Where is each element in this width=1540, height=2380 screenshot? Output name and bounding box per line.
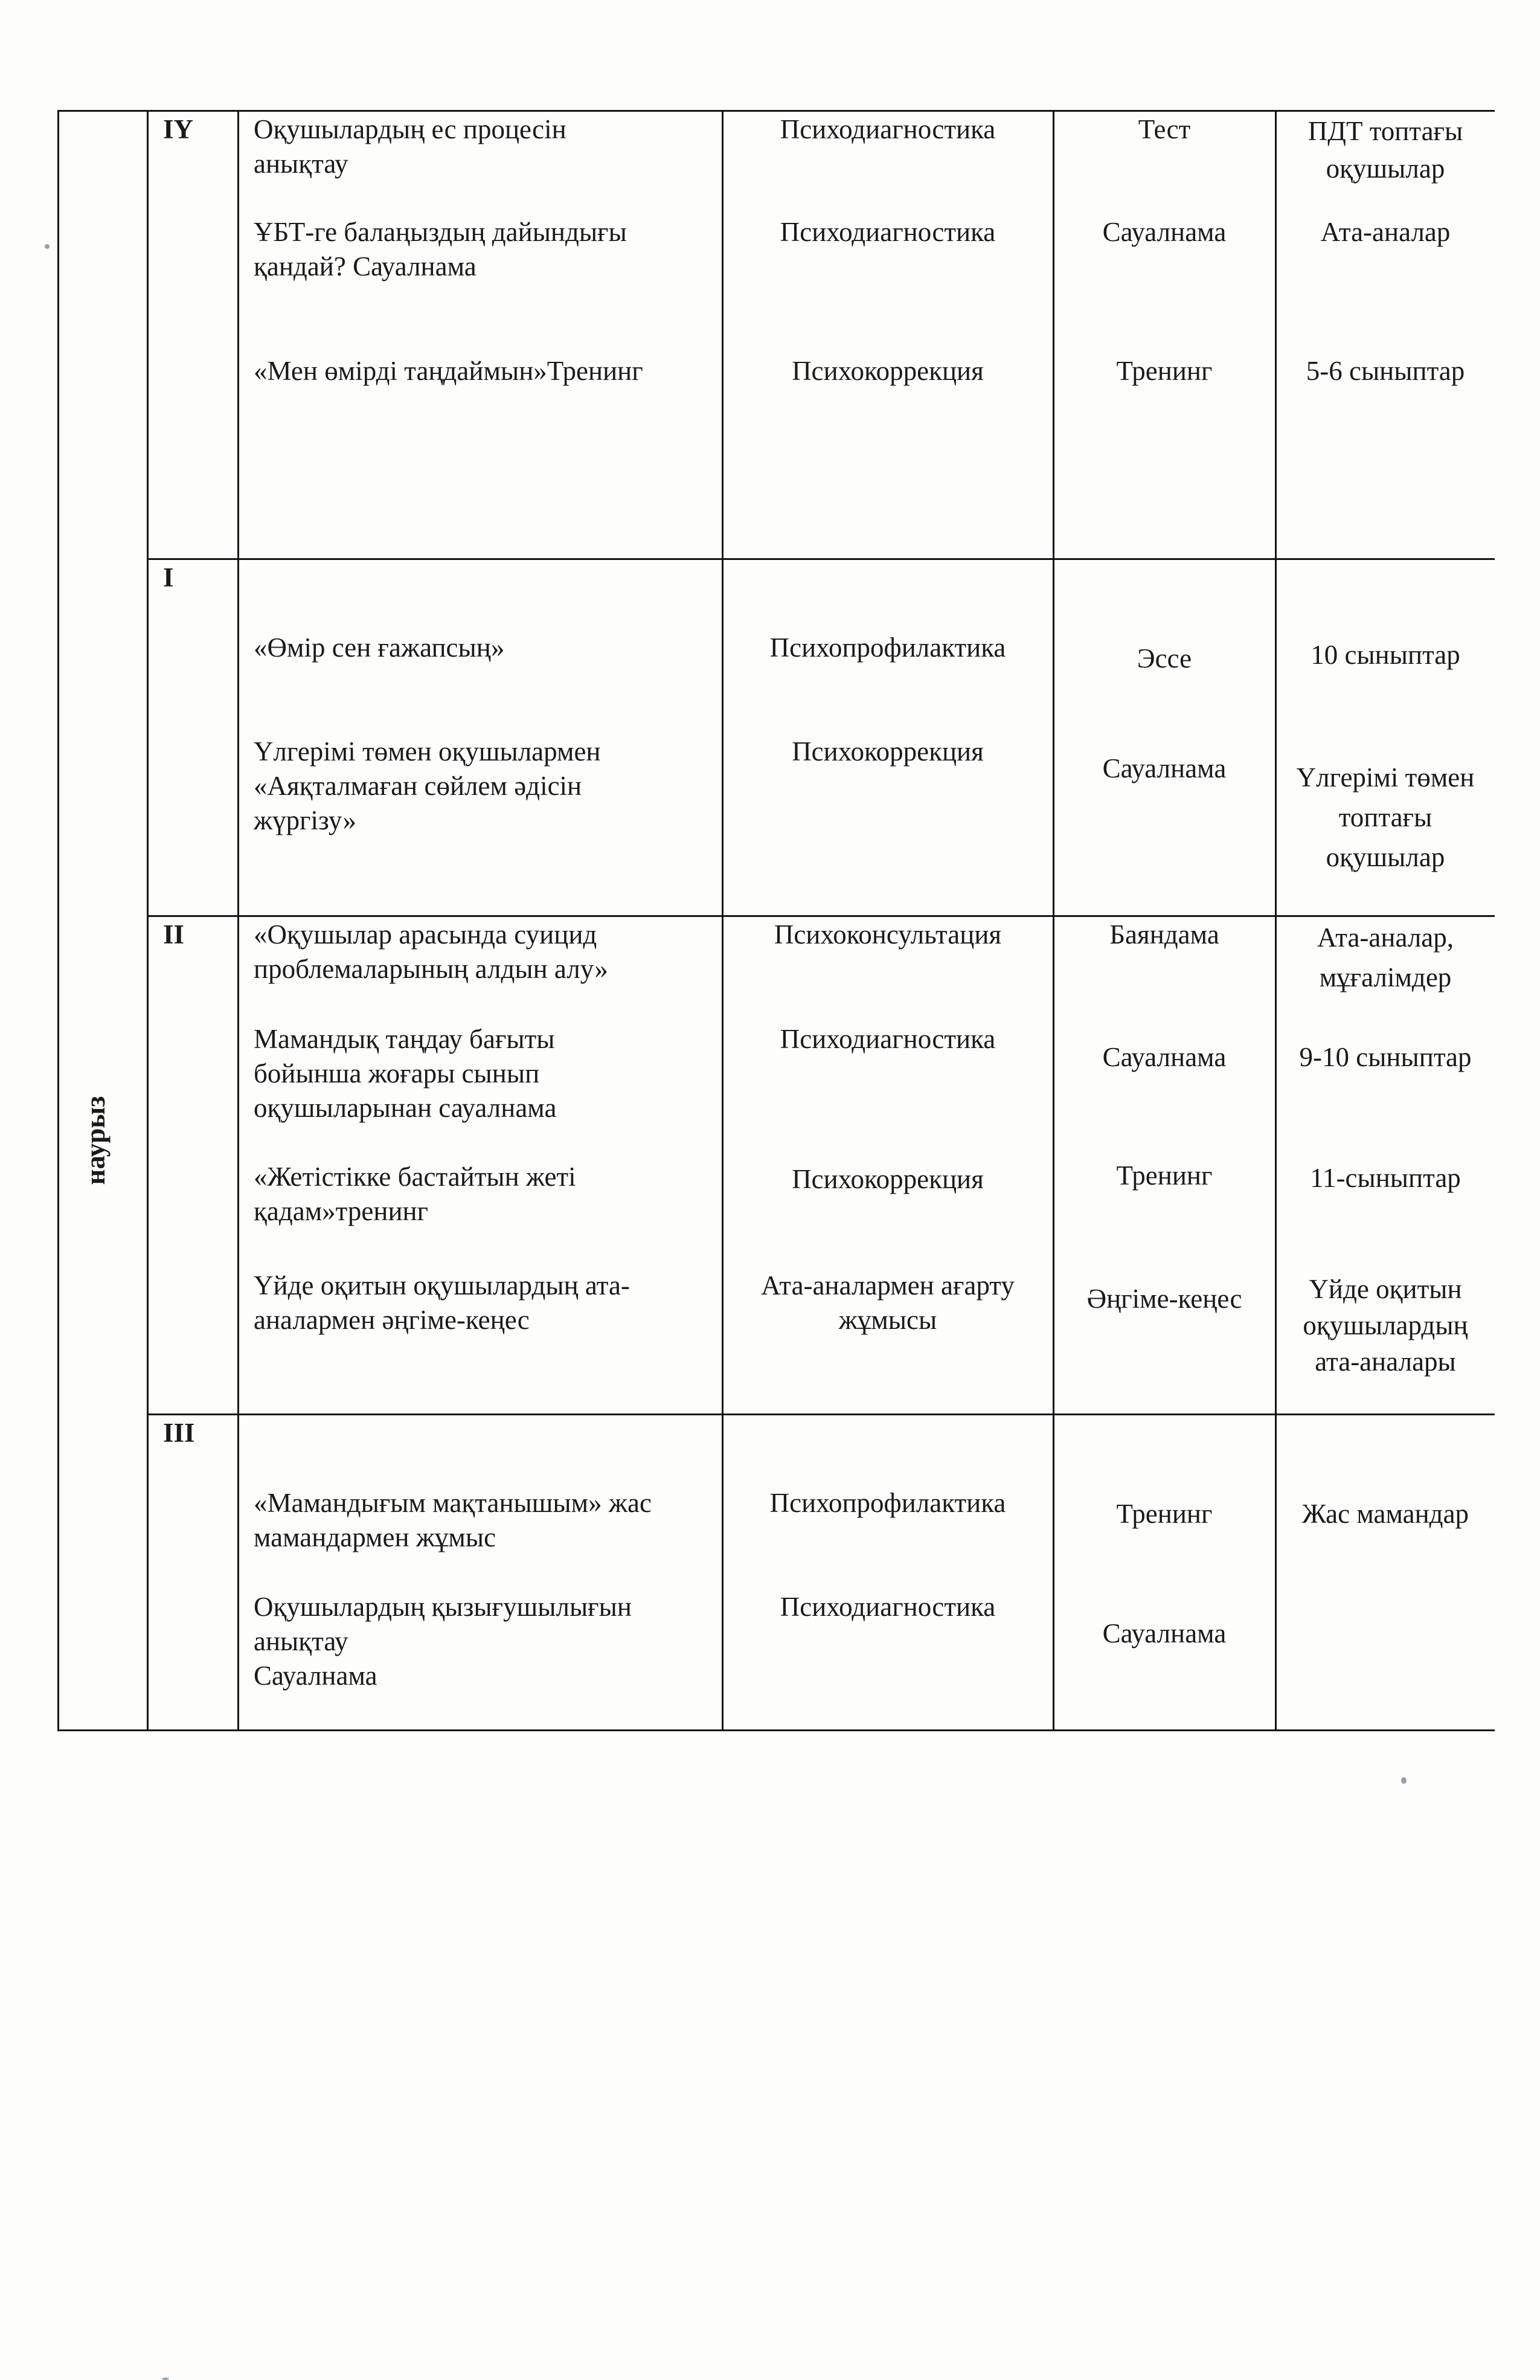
table-rule xyxy=(147,110,149,1731)
table-rule xyxy=(237,110,239,1731)
table-rule xyxy=(148,1414,1495,1415)
table-rule xyxy=(1053,110,1054,1731)
table-rule xyxy=(1275,110,1277,1731)
audience-cell: Ата-аналар xyxy=(1320,217,1451,247)
scan-speck xyxy=(45,244,50,249)
scan-speck xyxy=(162,2378,169,2380)
form-cell: Сауалнама xyxy=(1102,1042,1227,1072)
event-cell: «Оқушылар арасында суицид проблемаларының алдын алу» xyxy=(254,919,608,984)
week-label: III xyxy=(163,1418,195,1448)
audience-cell: 9-10 сыныптар xyxy=(1299,1042,1472,1072)
table-rule xyxy=(57,110,59,1731)
form-cell: Баяндама xyxy=(1109,919,1219,950)
audience-cell: 5-6 сыныптар xyxy=(1306,356,1465,386)
event-cell: «Өмір сен ғажапсың» xyxy=(254,632,505,663)
week-label: IY xyxy=(163,114,194,144)
form-cell: Тренинг xyxy=(1116,356,1213,386)
event-cell: «Мамандығым мақтанышым» жас мамандармен жұмыс xyxy=(254,1488,652,1552)
form-cell: Тренинг xyxy=(1116,1160,1213,1191)
direction-cell: Психодиагностика xyxy=(780,1024,996,1054)
event-cell: Мамандық таңдау бағыты бойынша жоғары сынып оқушыларынан сауалнама xyxy=(254,1024,557,1123)
table-rule xyxy=(148,915,1495,917)
event-cell: ҰБТ-ге балаңыздың дайындығы қандай? Сауалнама xyxy=(254,217,627,281)
form-cell: Тренинг xyxy=(1116,1499,1213,1529)
audience-cell: 10 сыныптар xyxy=(1311,640,1460,670)
direction-cell: Психопрофилактика xyxy=(769,632,1006,663)
direction-cell: Психопрофилактика xyxy=(769,1488,1006,1518)
table-rule xyxy=(722,110,723,1731)
direction-cell: Ата-аналармен ағарту жұмысы xyxy=(761,1270,1015,1335)
week-label: II xyxy=(163,919,185,950)
direction-cell: Психокоррекция xyxy=(792,736,984,767)
event-cell: «Жетістікке бастайтын жеті қадам»тренинг xyxy=(254,1162,576,1226)
table-rule xyxy=(148,558,1495,560)
direction-cell: Психоконсультация xyxy=(774,919,1002,950)
form-cell: Эссе xyxy=(1137,643,1192,674)
audience-cell: Ата-аналар, мұғалімдер xyxy=(1317,922,1454,992)
form-cell: Сауалнама xyxy=(1102,1618,1227,1648)
table-rule xyxy=(57,1729,1495,1731)
direction-cell: Психодиагностика xyxy=(780,217,996,247)
direction-cell: Психокоррекция xyxy=(792,356,984,386)
event-cell: Оқушылардың ес процесін анықтау xyxy=(254,114,566,179)
form-cell: Сауалнама xyxy=(1102,217,1227,247)
audience-cell: Үлгерімі төмен топтағы оқушылар xyxy=(1296,762,1475,872)
form-cell: Әңгіме-кеңес xyxy=(1086,1284,1242,1314)
event-cell: «Мен өмірді таңдаймын»Тренинг xyxy=(254,356,643,386)
audience-cell: ПДТ топтағы оқушылар xyxy=(1307,116,1463,184)
form-cell: Тест xyxy=(1138,114,1191,144)
direction-cell: Психодиагностика xyxy=(780,114,996,144)
scan-speck xyxy=(1401,1777,1407,1784)
direction-cell: Психодиагностика xyxy=(780,1592,996,1622)
audience-cell: Жас мамандар xyxy=(1301,1499,1469,1529)
week-label: I xyxy=(163,562,174,593)
month-label: наурыз xyxy=(80,1096,111,1185)
form-cell: Сауалнама xyxy=(1102,753,1227,783)
event-cell: Үлгерімі төмен оқушылармен «Аяқталмаған сөйлем әдісін жүргізу» xyxy=(254,736,601,835)
audience-cell: 11-сыныптар xyxy=(1310,1163,1461,1193)
direction-cell: Психокоррекция xyxy=(792,1164,984,1194)
audience-cell: Үйде оқитын оқушылардың ата-аналары xyxy=(1303,1274,1468,1377)
table-rule xyxy=(57,110,1495,112)
event-cell: Оқушылардың қызығушылығын анықтау Сауалнама xyxy=(254,1592,632,1691)
event-cell: Үйде оқитын оқушылардың ата- аналармен әңгіме-кеңес xyxy=(254,1270,630,1335)
